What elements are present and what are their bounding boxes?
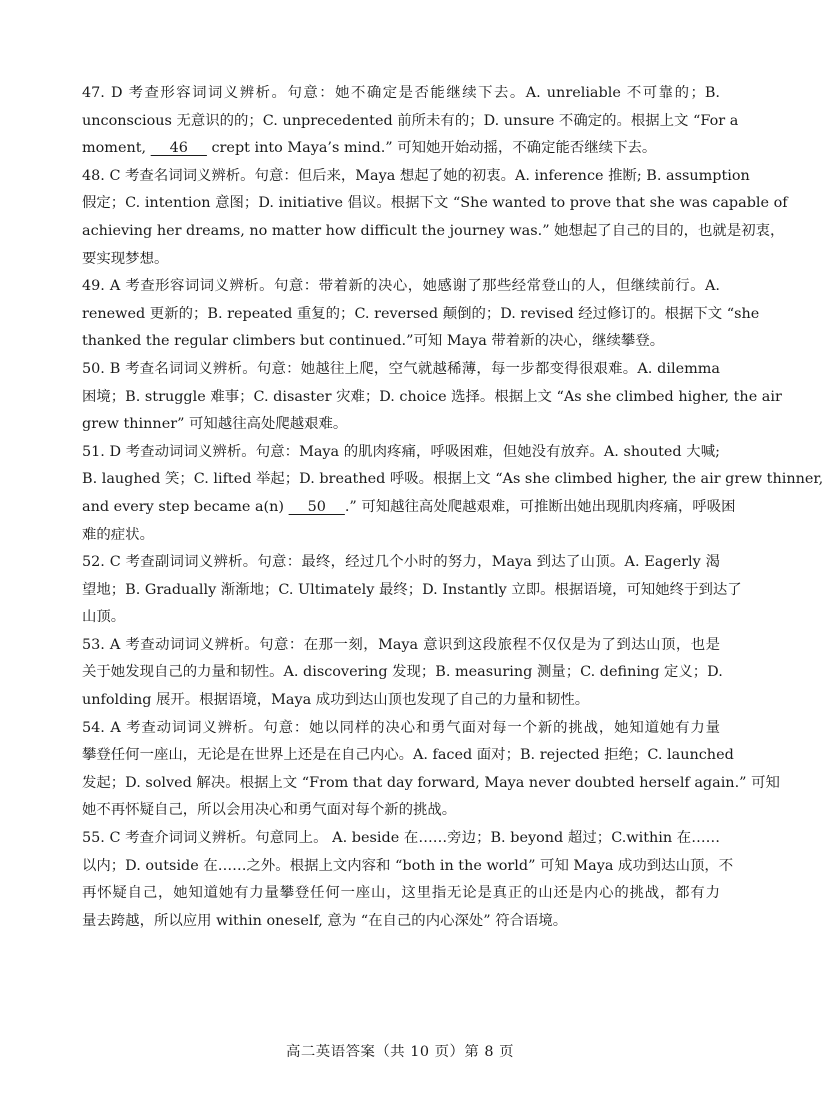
text-line: [82, 108, 739, 136]
text-segment: 她不再怀疑自己，所以会用决心和勇气面对每个新的挑战。: [82, 802, 457, 819]
text-segment: 望地；B. Gradually 渐渐地；C. Ultimately 最终；D. Instantly 立即。根据语境，可知她终于到达了: [82, 581, 742, 598]
text-segment: .” 可知越往高处爬越艰难，可推断出她出现肌肉疼痛，呼吸困: [344, 498, 736, 515]
text-segment: 再怀疑自己，她知道她有力量攀登任何一座山，这里指无论是真正的山还是内心的挑战，都有力: [82, 885, 720, 902]
text-segment: 以内；D. outside 在……之外。根据上文内容和 “both in the world” 可知 Maya 成功到达山顶，不: [82, 857, 734, 874]
text-segment: 54. A 考查动词词义辨析。句意：她以同样的决心和勇气面对每一个新的挑战，她知道她有力量: [82, 719, 720, 736]
answer-entry-47: [82, 80, 739, 163]
text-segment: 50. B 考查名词词义辨析。句意：她越往上爬，空气就越稀薄，每一步都变得很艰难。A. dilemma: [82, 360, 720, 377]
text-segment: unfolding 展开。根据语境，Maya 成功到达山顶也发现了自己的力量和韧性。: [82, 692, 590, 709]
text-segment: 发起；D. solved 解决。根据上文 “From that day forward, Maya never doubted herself again.” 可知: [82, 774, 780, 791]
text-segment: and every step became a(n): [82, 498, 289, 515]
text-segment: renewed 更新的；B. repeated 重复的；C. reversed 颠倒的；D. revised 经过修订的。根据下文 “she: [82, 305, 760, 322]
text-segment: 47. D 考查形容词词义辨析。句意：她不确定是否能继续下去。A. unreliable 不可靠的；B.: [82, 85, 720, 101]
text-line: [82, 880, 720, 908]
text-segment: 量去跨越，所以应用 within oneself, 意为 “在自己的内心深处” 符合语境。: [82, 912, 568, 929]
text-segment: 山顶。: [82, 609, 126, 626]
text-line: [82, 328, 720, 356]
text-line: [82, 577, 742, 605]
text-segment: 难的症状。: [82, 526, 154, 543]
text-segment: crept into Maya’s mind.” 可知她开始动摇，不确定能否继续下去。: [206, 140, 657, 157]
text-segment: thanked the regular climbers but continued.”可知 Maya 带着新的决心，继续攀登。: [82, 333, 665, 350]
text-segment: 51. D 考查动词词义辨析。句意：Maya 的肌肉疼痛，呼吸困难，但她没有放弃。A. shouted 大喊;: [82, 443, 720, 460]
text-line: [82, 135, 720, 163]
text-segment: 要实现梦想。: [82, 250, 169, 267]
text-line: [82, 715, 720, 743]
text-segment: moment,: [82, 140, 151, 157]
text-segment: grew thinner” 可知越往高处爬越艰难。: [82, 416, 348, 433]
text-segment: 关于她发现自己的力量和韧性。A. discovering 发现；B. measuring 测量；C. defining 定义；D.: [82, 664, 723, 681]
answer-entry-49: [82, 273, 760, 356]
text-line: [82, 659, 723, 687]
text-segment: 52. C 考查副词词义辨析。句意：最终，经过几个小时的努力，Maya 到达了山顶。A. Eagerly 渴: [82, 554, 720, 571]
text-segment: achieving her dreams, no matter how difficult the journey was.” 她想起了自己的目的，也就是初衷，: [82, 222, 785, 239]
text-segment: 攀登任何一座山，无论是在世界上还是在自己内心。A. faced 面对；B. rejected 拒绝；C. launched: [82, 747, 734, 764]
text-line: [82, 853, 734, 881]
text-line: [82, 466, 823, 494]
text-line: [82, 80, 720, 108]
text-line: [82, 163, 750, 191]
blank-number: 50: [288, 498, 345, 515]
text-line: [82, 522, 720, 550]
text-segment: 困境；B. struggle 难事；C. disaster 灾难；D. choice 选择。根据上文 “As she climbed higher, the air: [82, 388, 782, 405]
text-segment: 55. C 考查介词词义辨析。句意同上。 A. beside 在……旁边；B. beyond 超过；C.within 在……: [82, 830, 720, 847]
text-segment: B. laughed 笑；C. lifted 举起；D. breathed 呼吸。根据上文 “As she climbed higher, the air grew thinner,: [82, 471, 823, 488]
answer-entry-54: [82, 715, 780, 825]
text-segment: 53. A 考查动词词义辨析。句意：在那一刻，Maya 意识到这段旅程不仅仅是为了到达山顶，也是: [82, 636, 720, 653]
text-line: [82, 604, 720, 632]
page-footer: 高二英语答案（共 10 页）第 8 页: [286, 1044, 514, 1060]
text-line: [82, 687, 720, 715]
text-segment: 49. A 考查形容词词义辨析。句意：带着新的决心，她感谢了那些经常登山的人，但继续前行。A.: [82, 278, 720, 295]
text-line: [82, 825, 720, 853]
text-line: [82, 742, 734, 770]
text-line: [82, 218, 785, 246]
text-line: [82, 494, 736, 522]
text-line: [82, 273, 720, 301]
text-line: [82, 246, 720, 274]
text-line: [82, 190, 788, 218]
text-line: [82, 797, 720, 825]
answer-entry-52: [82, 549, 742, 632]
text-segment: 48. C 考查名词词义辨析。句意：但后来，Maya 想起了她的初衷。A. inference 推断; B. assumption: [82, 167, 750, 184]
answer-entry-55: [82, 825, 734, 935]
answer-entry-51: [82, 439, 823, 549]
text-line: [82, 301, 760, 329]
blank-number: 46: [150, 140, 207, 157]
text-line: [82, 356, 720, 384]
text-line: [82, 549, 720, 577]
answer-entry-53: [82, 632, 723, 715]
text-line: [82, 384, 782, 412]
text-line: [82, 770, 780, 798]
answer-entry-48: [82, 163, 788, 273]
answer-document: [82, 80, 823, 935]
text-segment: 假定；C. intention 意图；D. initiative 倡议。根据下文 “She wanted to prove that she was capable of: [82, 195, 788, 212]
text-segment: unconscious 无意识的的；C. unprecedented 前所未有的；D. unsure 不确定的。根据上文 “For a: [82, 112, 739, 129]
answer-entry-50: [82, 356, 782, 439]
text-line: [82, 411, 720, 439]
text-line: [82, 908, 720, 936]
text-line: [82, 632, 720, 660]
text-line: [82, 439, 720, 467]
